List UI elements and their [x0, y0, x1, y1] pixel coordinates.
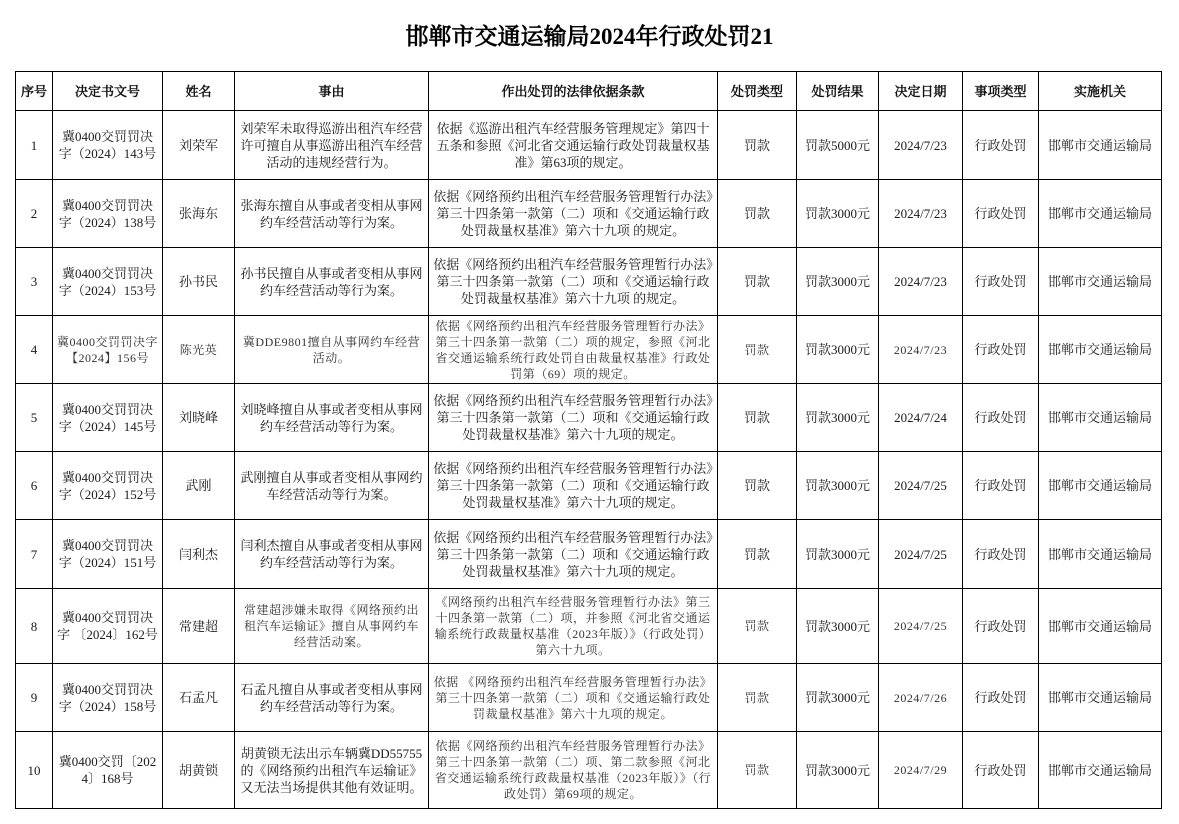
- cell-decision-no: 冀0400交罚〔2024〕168号: [53, 732, 163, 809]
- cell-decision-no: 冀0400交罚罚决字（2024）158号: [53, 664, 163, 732]
- cell-decision-date: 2024/7/25: [879, 589, 963, 664]
- cell-seq: 5: [15, 384, 53, 452]
- cell-reason: 冀DDE9801擅自从事网约车经营活动。: [235, 316, 429, 384]
- cell-decision-no: 冀0400交罚罚决字【2024】156号: [53, 316, 163, 384]
- header-agency: 实施机关: [1039, 71, 1162, 111]
- cell-reason: 常建超涉嫌未取得《网络预约出租汽车运输证》擅自从事网约车经营活动案。: [235, 589, 429, 664]
- cell-name: 石孟凡: [163, 664, 235, 732]
- cell-legal-basis: 依据 《网络预约出租汽车经营服务管理暂行办法》第三十四条第一款第（二）项和《交通运输行政处罚裁量权基准》第六十九项的规定。: [429, 664, 718, 732]
- cell-penalty-result: 罚款3000元: [797, 316, 879, 384]
- table-row: [15, 316, 1162, 384]
- table-row: [15, 384, 1162, 452]
- cell-decision-date: 2024/7/24: [879, 384, 963, 452]
- cell-penalty-result: 罚款5000元: [797, 111, 879, 180]
- cell-seq: 8: [15, 589, 53, 664]
- cell-matter-type: 行政处罚: [963, 384, 1039, 452]
- cell-penalty-type: 罚款: [718, 452, 797, 520]
- cell-legal-basis: 依据《巡游出租汽车经营服务管理规定》第四十五条和参照《河北省交通运输行政处罚裁量权基准》第63项的规定。: [429, 111, 718, 180]
- table-header-row: [15, 71, 1162, 111]
- table-row: [15, 589, 1162, 664]
- cell-name: 张海东: [163, 180, 235, 248]
- cell-penalty-result: 罚款3000元: [797, 384, 879, 452]
- header-decision-no: 决定书文号: [53, 71, 163, 111]
- cell-legal-basis: 依据《网络预约出租汽车经营服务管理暂行办法》第三十四条第一款第（二）项、第二款参照《河北省交通运输系统行政裁量权基准（2023年版）》（行政处罚）第69项的规定。: [429, 732, 718, 809]
- header-decision-date: 决定日期: [879, 71, 963, 111]
- cell-reason: 张海东擅自从事或者变相从事网约车经营活动等行为案。: [235, 180, 429, 248]
- cell-reason: 胡黄锁无法出示车辆冀DD55755的《网络预约出租汽车运输证》又无法当场提供其他有效证明。: [235, 732, 429, 809]
- cell-agency: 邯郸市交通运输局: [1039, 248, 1162, 316]
- cell-reason: 刘荣军未取得巡游出租汽车经营许可擅自从事巡游出租汽车经营活动的违规经营行为。: [235, 111, 429, 180]
- cell-legal-basis: 依据《网络预约出租汽车经营服务管理暂行办法》第三十四条第一款第（二）项的规定，参照《河北省交通运输系统行政处罚自由裁量权基准》行政处罚第（69）项的规定。: [429, 316, 718, 384]
- cell-agency: 邯郸市交通运输局: [1039, 452, 1162, 520]
- cell-penalty-type: 罚款: [718, 248, 797, 316]
- cell-name: 常建超: [163, 589, 235, 664]
- table-row: [15, 732, 1162, 809]
- cell-legal-basis: 依据《网络预约出租汽车经营服务管理暂行办法》第三十四条第一款第（二）项和《交通运输行政处罚裁量权基准》第六十九项 的规定。: [429, 180, 718, 248]
- cell-matter-type: 行政处罚: [963, 589, 1039, 664]
- cell-penalty-result: 罚款3000元: [797, 732, 879, 809]
- penalty-table: [15, 71, 1162, 809]
- cell-penalty-type: 罚款: [718, 520, 797, 589]
- cell-agency: 邯郸市交通运输局: [1039, 589, 1162, 664]
- cell-seq: 6: [15, 452, 53, 520]
- table-row: [15, 520, 1162, 589]
- cell-legal-basis: 依据《网络预约出租汽车经营服务管理暂行办法》第三十四条第一款第（二）项和《交通运输行政处罚裁量权基准》第六十九项的规定。: [429, 384, 718, 452]
- cell-name: 刘荣军: [163, 111, 235, 180]
- cell-seq: 4: [15, 316, 53, 384]
- cell-legal-basis: 依据《网络预约出租汽车经营服务管理暂行办法》第三十四条第一款第（二）项和《交通运输行政处罚裁量权基准》第六十九项的规定。: [429, 452, 718, 520]
- cell-decision-date: 2024/7/29: [879, 732, 963, 809]
- cell-decision-date: 2024/7/23: [879, 180, 963, 248]
- cell-penalty-type: 罚款: [718, 732, 797, 809]
- cell-name: 武刚: [163, 452, 235, 520]
- cell-decision-no: 冀0400交罚罚决字（2024）138号: [53, 180, 163, 248]
- cell-matter-type: 行政处罚: [963, 664, 1039, 732]
- cell-reason: 石孟凡擅自从事或者变相从事网约车经营活动等行为案。: [235, 664, 429, 732]
- cell-penalty-type: 罚款: [718, 589, 797, 664]
- cell-agency: 邯郸市交通运输局: [1039, 180, 1162, 248]
- header-penalty-type: 处罚类型: [718, 71, 797, 111]
- cell-seq: 10: [15, 732, 53, 809]
- cell-penalty-result: 罚款3000元: [797, 664, 879, 732]
- cell-penalty-result: 罚款3000元: [797, 520, 879, 589]
- header-reason: 事由: [235, 71, 429, 111]
- cell-decision-date: 2024/7/26: [879, 664, 963, 732]
- table-row: [15, 248, 1162, 316]
- cell-agency: 邯郸市交通运输局: [1039, 316, 1162, 384]
- cell-decision-no: 冀0400交罚罚决字（2024）152号: [53, 452, 163, 520]
- cell-agency: 邯郸市交通运输局: [1039, 664, 1162, 732]
- header-name: 姓名: [163, 71, 235, 111]
- header-seq: 序号: [15, 71, 53, 111]
- cell-matter-type: 行政处罚: [963, 180, 1039, 248]
- cell-matter-type: 行政处罚: [963, 452, 1039, 520]
- cell-seq: 2: [15, 180, 53, 248]
- cell-decision-date: 2024/7/23: [879, 316, 963, 384]
- cell-matter-type: 行政处罚: [963, 732, 1039, 809]
- cell-legal-basis: 依据《网络预约出租汽车经营服务管理暂行办法》第三十四条第一款第（二）项和《交通运输行政处罚裁量权基准》第六十九项 的规定。: [429, 248, 718, 316]
- cell-name: 闫利杰: [163, 520, 235, 589]
- cell-reason: 孙书民擅自从事或者变相从事网约车经营活动等行为案。: [235, 248, 429, 316]
- cell-reason: 武刚擅自从事或者变相从事网约车经营活动等行为案。: [235, 452, 429, 520]
- cell-legal-basis: 依据《网络预约出租汽车经营服务管理暂行办法》第三十四条第一款第（二）项和《交通运输行政处罚裁量权基准》第六十九项的规定。: [429, 520, 718, 589]
- cell-decision-no: 冀0400交罚罚决字 〔2024〕162号: [53, 589, 163, 664]
- table-row: [15, 452, 1162, 520]
- cell-name: 陈光英: [163, 316, 235, 384]
- cell-reason: 闫利杰擅自从事或者变相从事网约车经营活动等行为案。: [235, 520, 429, 589]
- cell-seq: 7: [15, 520, 53, 589]
- page-title: 邯郸市交通运输局2024年行政处罚21: [405, 24, 774, 49]
- cell-agency: 邯郸市交通运输局: [1039, 520, 1162, 589]
- cell-legal-basis: 《网络预约出租汽车经营服务管理暂行办法》第三十四条第一款第（二）项，并参照《河北省交通运输系统行政裁量权基准（2023年版）》（行政处罚）第六十九项。: [429, 589, 718, 664]
- cell-decision-date: 2024/7/25: [879, 520, 963, 589]
- cell-matter-type: 行政处罚: [963, 520, 1039, 589]
- cell-agency: 邯郸市交通运输局: [1039, 111, 1162, 180]
- header-matter-type: 事项类型: [963, 71, 1039, 111]
- cell-decision-date: 2024/7/23: [879, 248, 963, 316]
- cell-decision-no: 冀0400交罚罚决字（2024）153号: [53, 248, 163, 316]
- cell-matter-type: 行政处罚: [963, 111, 1039, 180]
- cell-agency: 邯郸市交通运输局: [1039, 384, 1162, 452]
- cell-penalty-type: 罚款: [718, 180, 797, 248]
- cell-seq: 1: [15, 111, 53, 180]
- cell-matter-type: 行政处罚: [963, 316, 1039, 384]
- cell-matter-type: 行政处罚: [963, 248, 1039, 316]
- cell-penalty-result: 罚款3000元: [797, 180, 879, 248]
- cell-decision-no: 冀0400交罚罚决字（2024）151号: [53, 520, 163, 589]
- table-row: [15, 180, 1162, 248]
- cell-decision-no: 冀0400交罚罚决字（2024）145号: [53, 384, 163, 452]
- header-penalty-result: 处罚结果: [797, 71, 879, 111]
- cell-name: 胡黄锁: [163, 732, 235, 809]
- header-legal-basis: 作出处罚的法律依据条款: [429, 71, 718, 111]
- cell-penalty-result: 罚款3000元: [797, 248, 879, 316]
- cell-name: 孙书民: [163, 248, 235, 316]
- table-row: [15, 664, 1162, 732]
- cell-seq: 9: [15, 664, 53, 732]
- cell-seq: 3: [15, 248, 53, 316]
- cell-penalty-type: 罚款: [718, 316, 797, 384]
- cell-penalty-type: 罚款: [718, 384, 797, 452]
- cell-penalty-result: 罚款3000元: [797, 589, 879, 664]
- cell-penalty-type: 罚款: [718, 111, 797, 180]
- cell-decision-no: 冀0400交罚罚决字（2024）143号: [53, 111, 163, 180]
- cell-decision-date: 2024/7/25: [879, 452, 963, 520]
- cell-agency: 邯郸市交通运输局: [1039, 732, 1162, 809]
- table-row: [15, 111, 1162, 180]
- cell-name: 刘晓峰: [163, 384, 235, 452]
- cell-reason: 刘晓峰擅自从事或者变相从事网约车经营活动等行为案。: [235, 384, 429, 452]
- cell-penalty-result: 罚款3000元: [797, 452, 879, 520]
- cell-penalty-type: 罚款: [718, 664, 797, 732]
- cell-decision-date: 2024/7/23: [879, 111, 963, 180]
